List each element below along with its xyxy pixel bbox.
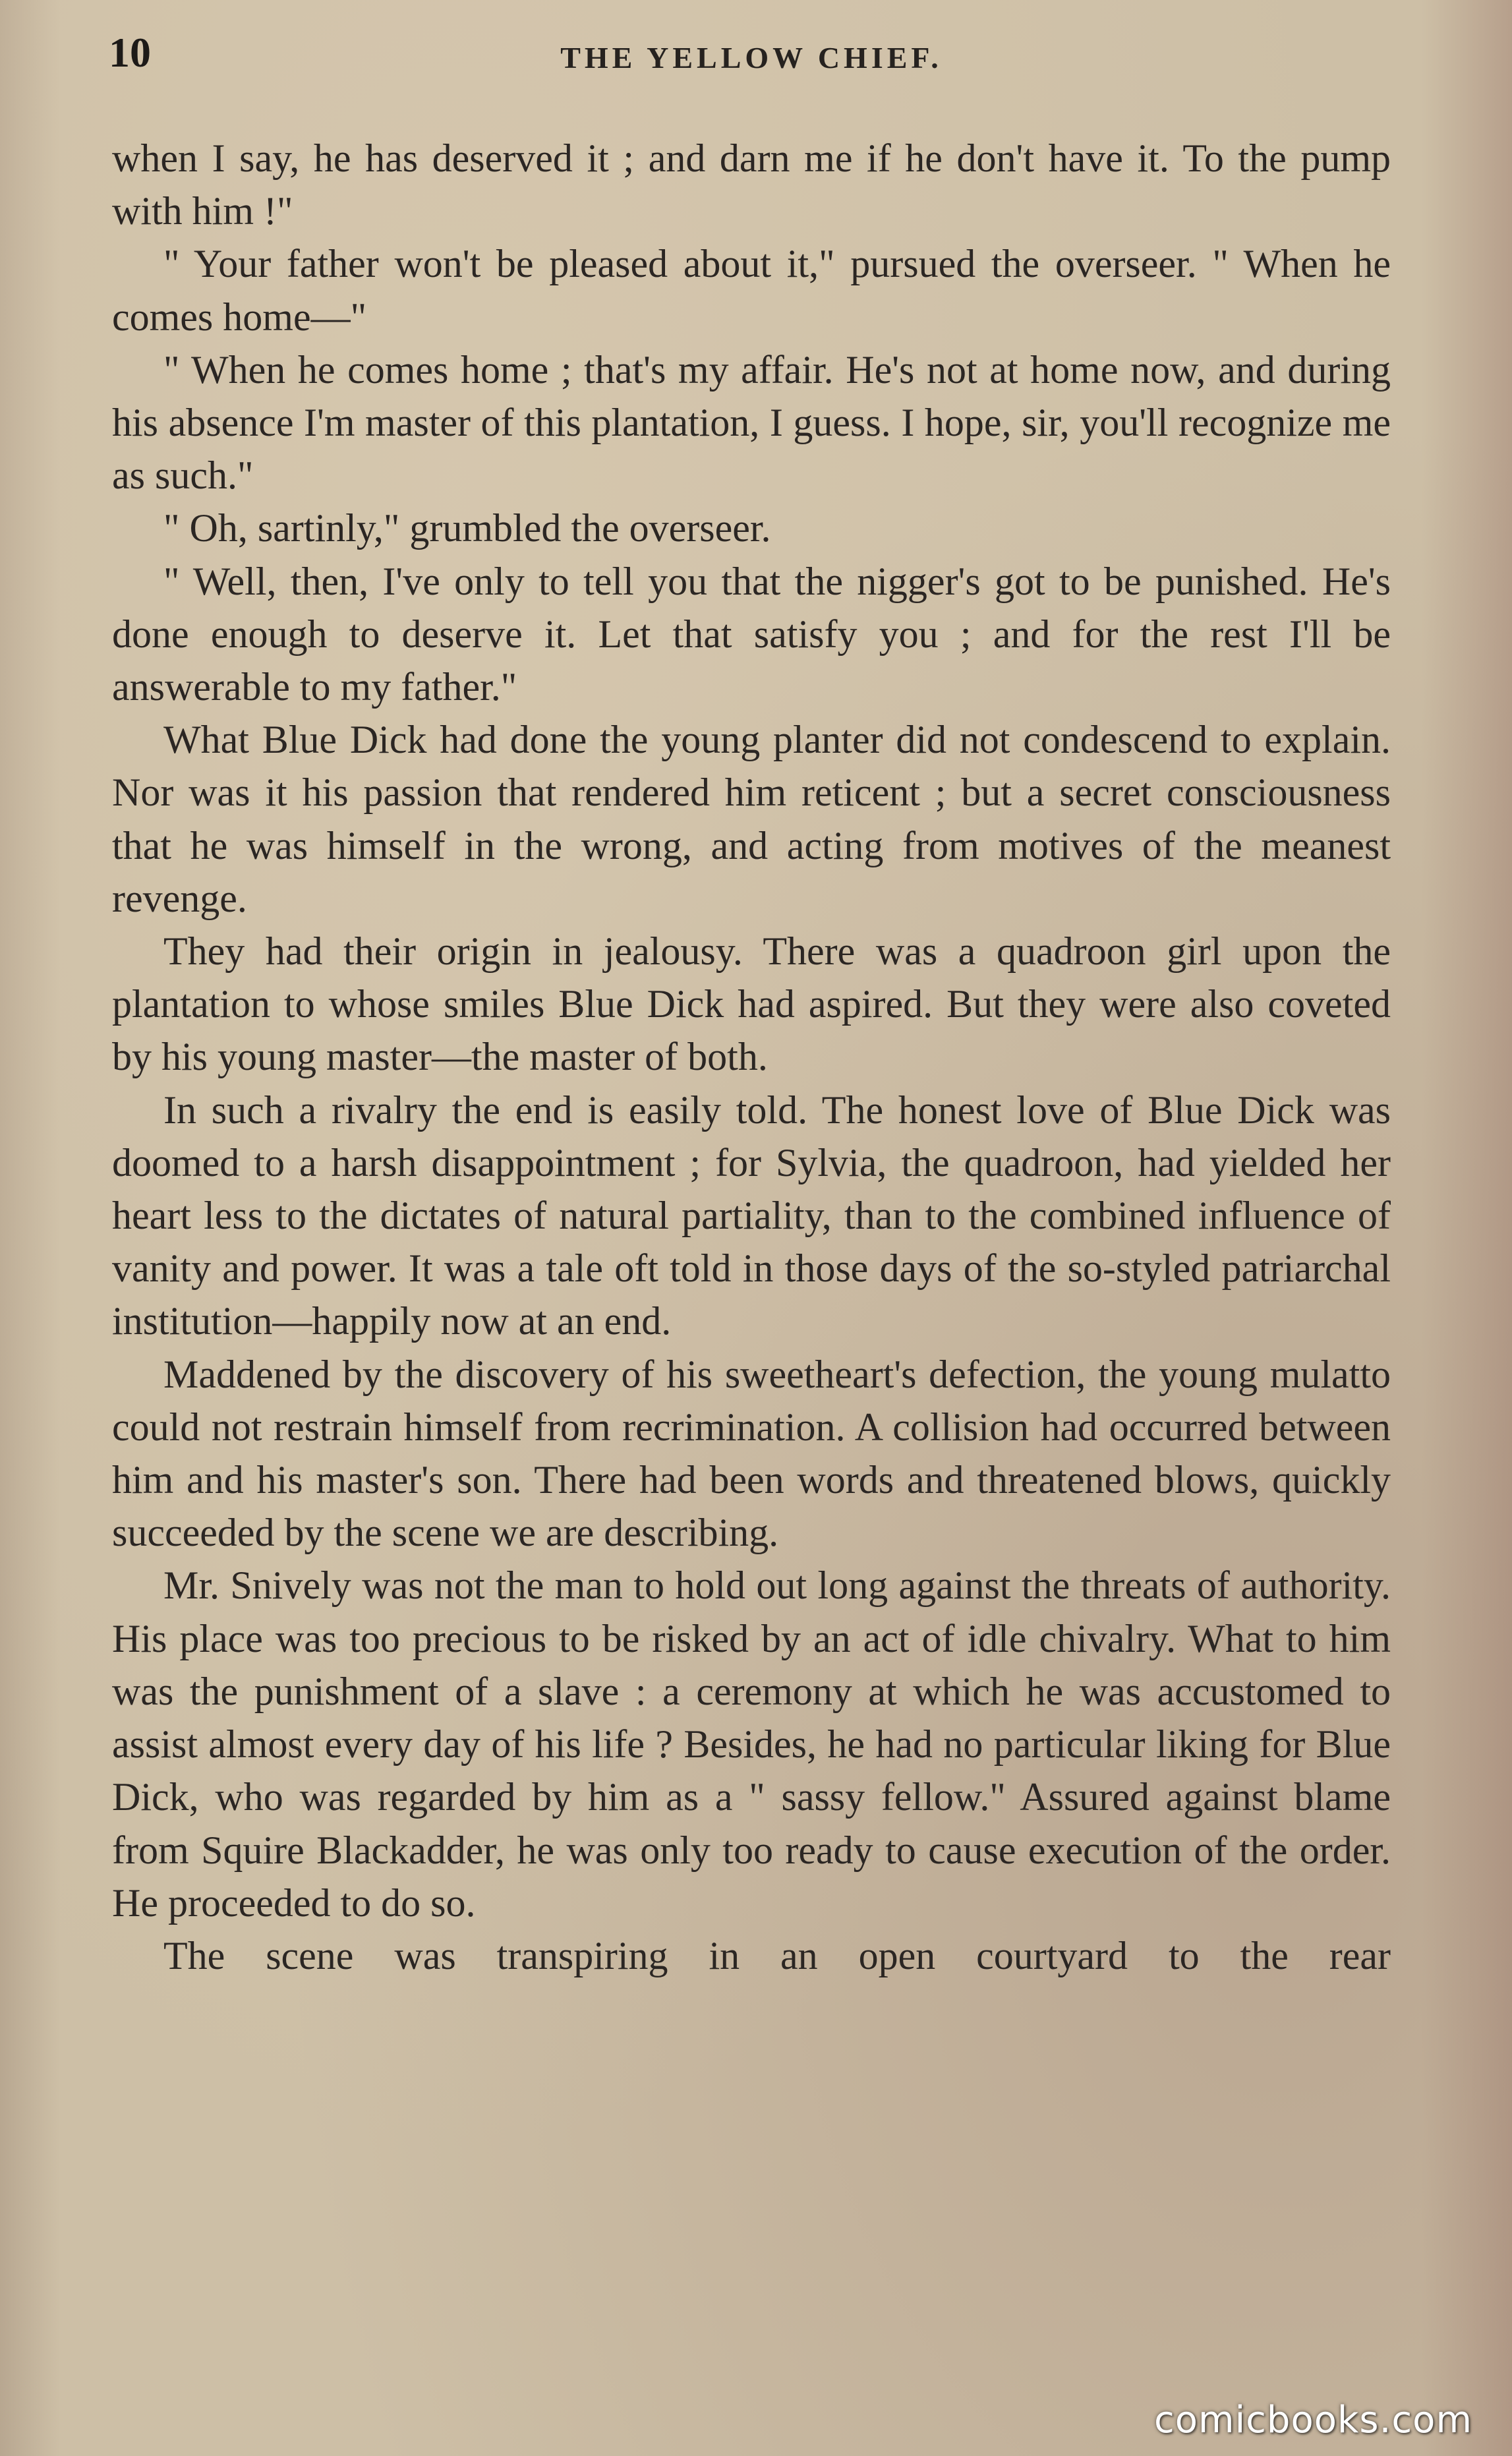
paragraph-4: " Oh, sartinly," grumbled the overseer. — [163, 506, 771, 550]
paragraph-11: The scene was transpiring in an open courtyard to the rear — [163, 1933, 1391, 1977]
running-head — [109, 23, 1394, 82]
paragraph-5: " Well, then, I've only to tell you that the nigger's got to be punished. He's done enough to deserve it. Let that satisfy you ; and for the rest I'll be answerable to my father." — [112, 559, 1391, 709]
paragraph-6: What Blue Dick had done the young planter did not condescend to explain. Nor was it his passion that rendered him reticent ; but a secret consciousness that he was himself in the wrong, and acting from motives of the meanest revenge. — [112, 718, 1391, 920]
paragraph-7: They had their origin in jealousy. There was a quadroon girl upon the plantation to whose smiles Blue Dick had aspired. But they were also coveted by his young master—the master of both. — [112, 929, 1391, 1079]
watermark: comicbooks.com — [1153, 2399, 1472, 2441]
paragraph-1: when I say, he has deserved it ; and darn me if he don't have it. To the pump with him !" — [112, 136, 1391, 233]
paragraph-10: Mr. Snively was not the man to hold out long against the threats of authority. His place was too precious to be risked by an act of idle chivalry. What to him was the punishment of a slave : a ceremony at which he was accustomed to assist almost every day of his life ? Besides, he had no particular liking for Blue Dick, who was regarded by him as a " sassy fellow." Assured against blame from Squire Blackadder, he was only too ready to cause execution of the order. He proceeded to do so. — [112, 1564, 1391, 1925]
paragraph-8: In such a rivalry the end is easily told. The honest love of Blue Dick was doomed to a harsh disappointment ; for Sylvia, the quadroon, had yielded her heart less to the dictates of natural partiality, than to the combined influence of vanity and power. It was a tale oft told in those days of the so-styled patriarchal institution—happily now at an end. — [112, 1088, 1391, 1343]
paragraph-2: " Your father won't be pleased about it," pursued the overseer. " When he comes home—" — [112, 242, 1391, 339]
paragraph-9: Maddened by the discovery of his sweetheart's defection, the young mulatto could not restrain himself from recrimination. A collision had occurred between him and his master's son. There had been words and threatened blows, quickly succeeded by the scene we are describing. — [112, 1352, 1391, 1555]
body-text — [112, 132, 1391, 1982]
page-number: 10 — [109, 29, 151, 76]
paragraph-3: " When he comes home ; that's my affair. He's not at home now, and during his absence I'm master of this plantation, I guess. I hope, sir, you'll recognize me as such." — [112, 347, 1391, 498]
book-title: THE YELLOW CHIEF. — [560, 41, 943, 74]
